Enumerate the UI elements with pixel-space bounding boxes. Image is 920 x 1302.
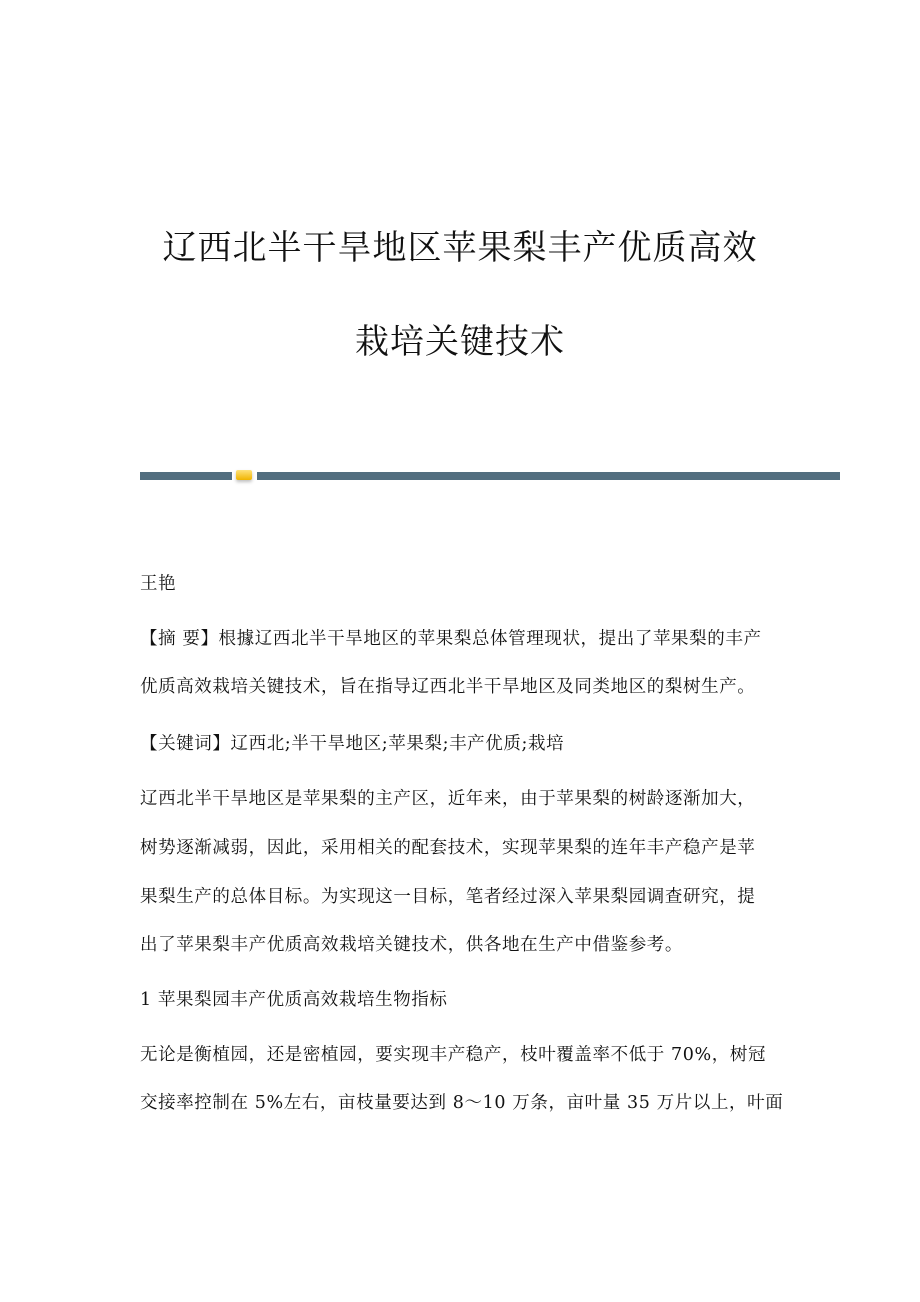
keywords: 【关键词】辽西北;半干旱地区;苹果梨;丰产优质;栽培: [140, 734, 565, 754]
intro-line: 出了苹果梨丰产优质高效栽培关键技术，供各地在生产中借鉴参考。: [140, 935, 683, 955]
intro-line: 树势逐渐减弱，因此，采用相关的配套技术，实现苹果梨的连年丰产稳产是苹: [140, 838, 756, 858]
divider-ornament-icon: [236, 470, 252, 480]
section-heading: 1 苹果梨园丰产优质高效栽培生物指标: [140, 990, 448, 1010]
title-line-1: 辽西北半干旱地区苹果梨丰产优质高效: [162, 228, 758, 268]
intro-line: 果梨生产的总体目标。为实现这一目标，笔者经过深入苹果梨园调查研究，提: [140, 887, 756, 907]
abstract-line: 优质高效栽培关键技术，旨在指导辽西北半干旱地区及同类地区的梨树生产。: [140, 677, 756, 697]
section-line: 无论是衡植园，还是密植园，要实现丰产稳产，枝叶覆盖率不低于 70%，树冠: [140, 1045, 767, 1065]
title-line-2: 栽培关键技术: [355, 322, 565, 362]
intro-line: 辽西北半干旱地区是苹果梨的主产区，近年来，由于苹果梨的树龄逐渐加大，: [140, 789, 756, 809]
divider-left-bar: [140, 472, 232, 480]
divider-right-bar: [257, 472, 840, 480]
abstract-line: 【摘 要】根據辽西北半干旱地区的苹果梨总体管理现状，提出了苹果梨的丰产: [140, 629, 762, 649]
author: 王艳: [140, 574, 177, 594]
section-line: 交接率控制在 5%左右，亩枝量要达到 8～10 万条，亩叶量 35 万片以上，叶面: [140, 1093, 784, 1113]
